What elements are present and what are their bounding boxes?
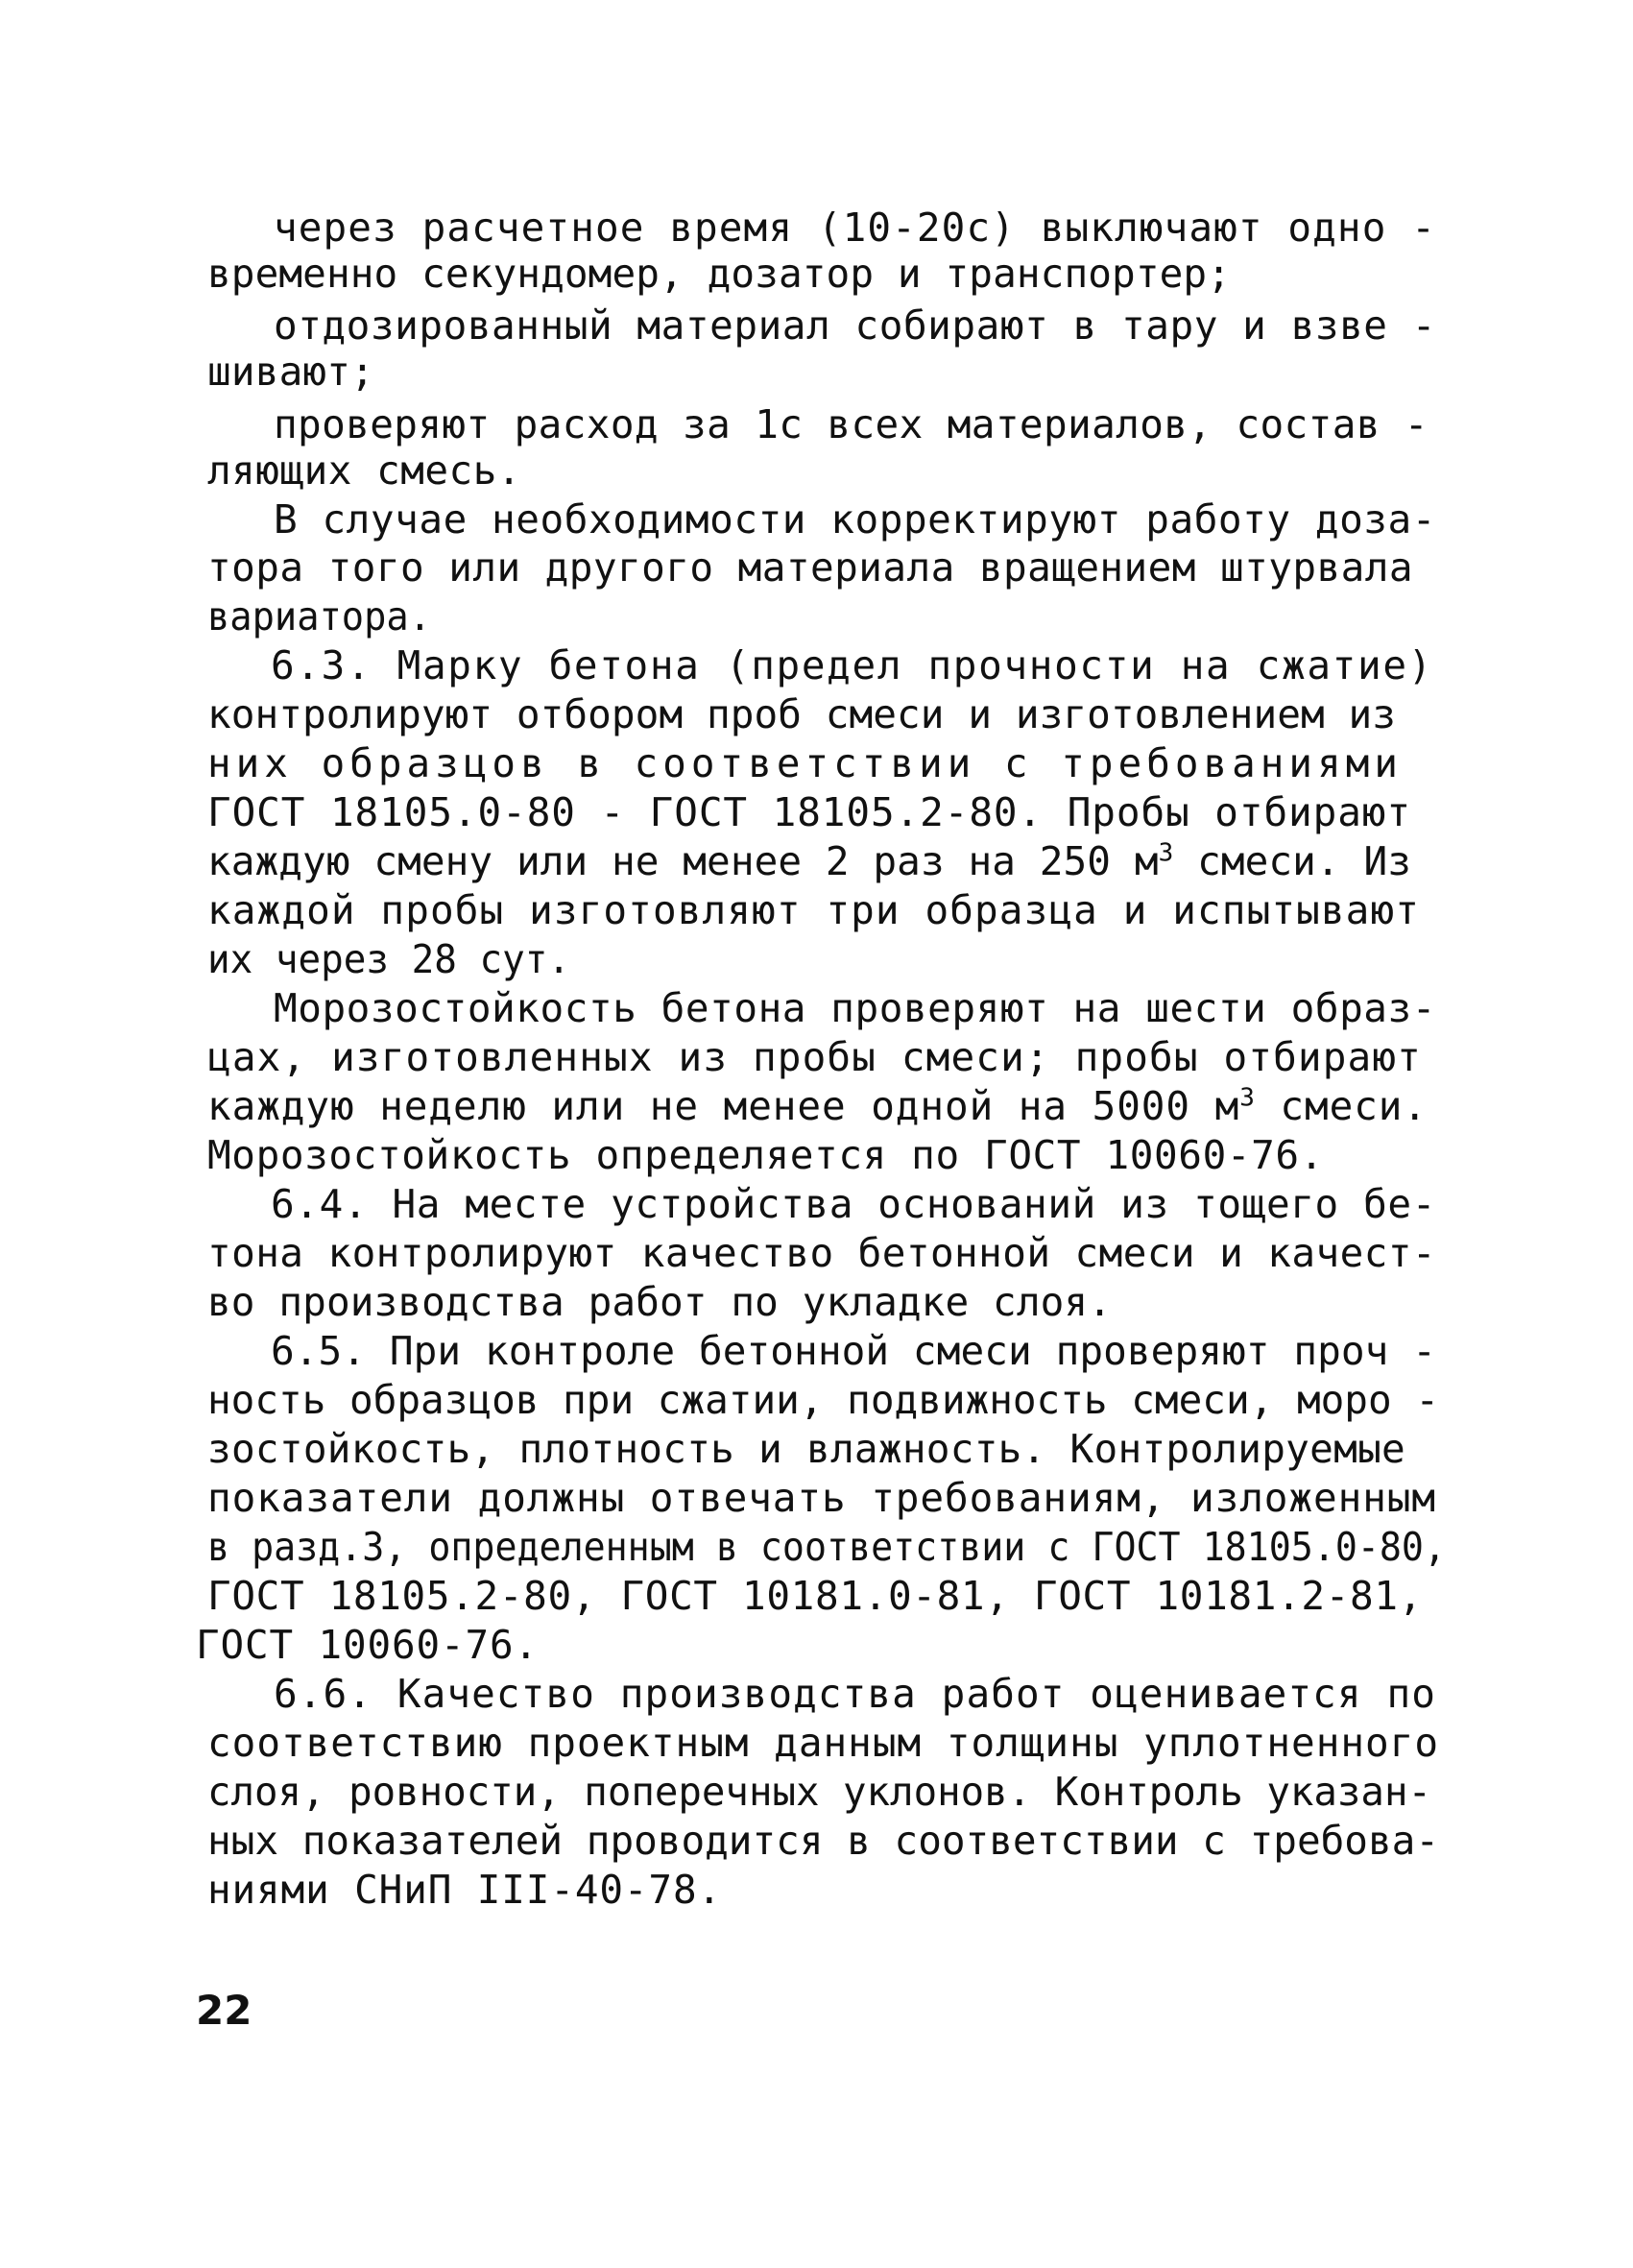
text-line: контролируют отбором проб смеси и изготовлением из (207, 691, 1396, 737)
text-line: показатели должны отвечать требованиям, изложенным (207, 1475, 1436, 1521)
text-line: 6.5. При контроле бетонной смеси проверяют проч - (271, 1328, 1436, 1374)
text-line: зостойкость, плотность и влажность. Контролируемые (207, 1426, 1405, 1472)
text-line: проверяют расход за 1с всех материалов, состав - (274, 401, 1429, 447)
text-line: Морозостойкость определяется по ГОСТ 10060-76. (207, 1132, 1324, 1178)
text-line: ниями СНиП III-40-78. (207, 1867, 722, 1913)
text-line: ГОСТ 10060-76. (196, 1622, 539, 1668)
text-line: временно секундомер, дозатор и транспортер; (207, 251, 1231, 297)
text-line: во производства работ по укладке слоя. (207, 1279, 1112, 1325)
text-line: каждую неделю или не менее одной на 5000 $м^3$ смеси. (207, 1083, 1428, 1129)
text-line: вариатора. (207, 593, 431, 639)
superscript-3: 3 (1239, 1083, 1256, 1113)
text-line: В случае необходимости корректируют работу доза- (274, 496, 1436, 543)
text-line: 6.6. Качество производства работ оценивается по (274, 1671, 1436, 1717)
text-line: ГОСТ 18105.0-80 - ГОСТ 18105.2-80. Пробы отбирают (207, 789, 1411, 835)
text-line: отдозированный материал собирают в тару и взве - (274, 302, 1436, 349)
text-line: ных показателей проводится в соответствии с требова- (207, 1818, 1439, 1864)
superscript-3: 3 (1158, 838, 1174, 868)
text-line: них образцов в соответствии с требованиями (207, 740, 1403, 786)
text-line: тора того или другого материала вращением штурвала (207, 544, 1413, 591)
text-line: их через 28 сут. (207, 936, 570, 982)
page-number: 22 (196, 1987, 252, 2034)
text-line: цах, изготовленных из пробы смеси; пробы отбирают (207, 1034, 1422, 1080)
text-line: 6.3. Марку бетона (предел прочности на сжатие) (271, 642, 1433, 688)
text-line: ность образцов при сжатии, подвижность смеси, моро - (207, 1377, 1439, 1423)
text-line: 6.4. На месте устройства оснований из тощего бе- (271, 1181, 1436, 1227)
text-line: соответствию проектным данным толщины уплотненного (207, 1720, 1439, 1766)
text-line: через расчетное время (10-20с) выключают одно - (274, 205, 1436, 251)
text-line: в разд.3, определенным в соответствии с ГОСТ 18105.0-80, (207, 1524, 1446, 1570)
text-line: ГОСТ 18105.2-80, ГОСТ 10181.0-81, ГОСТ 10181.2-81, (207, 1573, 1423, 1619)
text-line: ляющих смесь. (207, 447, 521, 494)
text-line: Морозостойкость бетона проверяют на шести образ- (274, 985, 1436, 1031)
text-line: каждой пробы изготовляют три образца и испытывают (207, 887, 1420, 933)
text-line: шивают; (207, 349, 374, 395)
text-line: слоя, ровности, поперечных уклонов. Контроль указан- (207, 1769, 1431, 1815)
text-line: каждую смену или не менее 2 раз на 250 $м^3$ смеси. Из (207, 838, 1411, 884)
text-line: тона контролируют качество бетонной смеси и качест- (207, 1230, 1436, 1276)
